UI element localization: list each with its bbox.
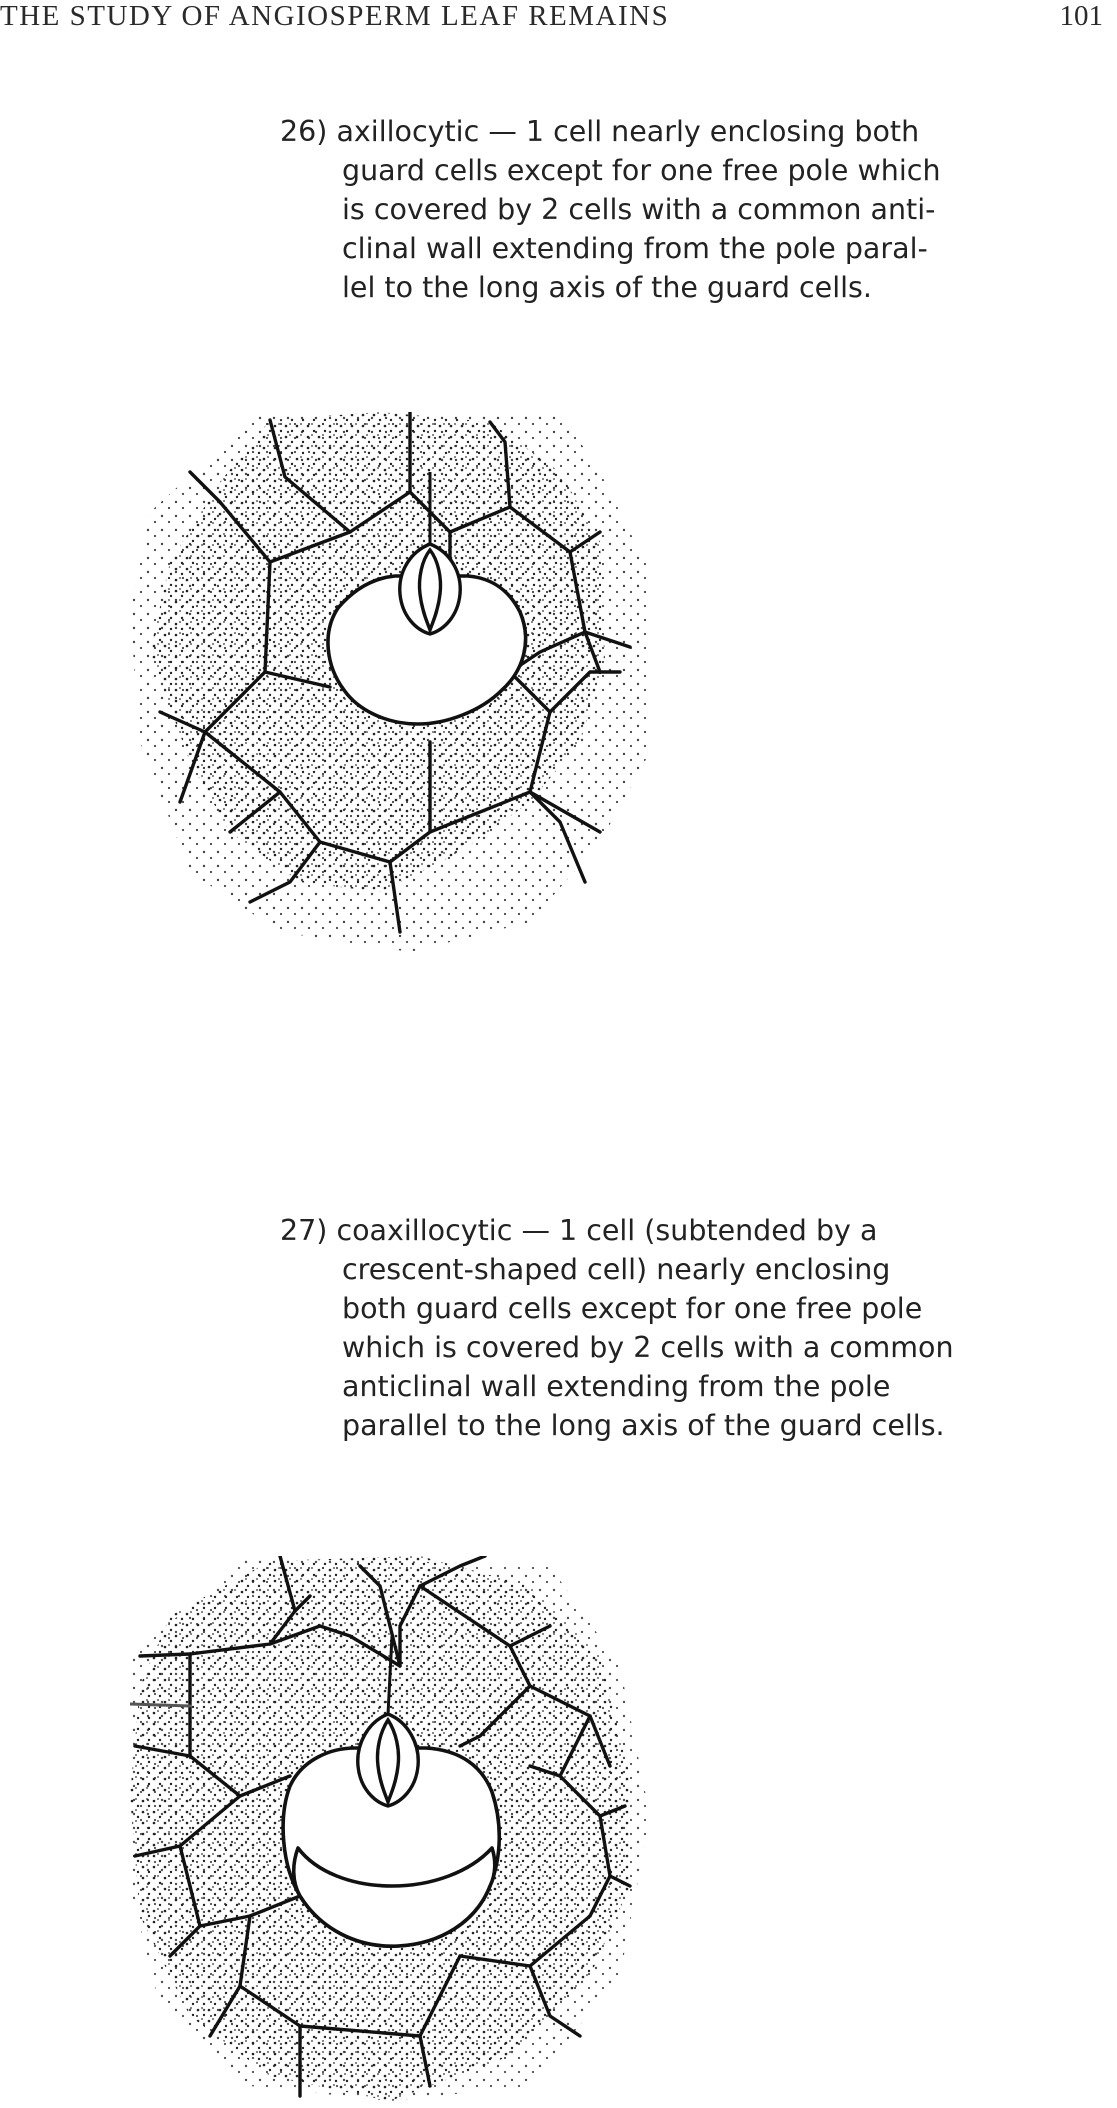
- entry-text-line: coaxillocytic — 1 cell (subtended by a: [336, 1214, 878, 1247]
- entry-text-line: guard cells except for one free pole which: [342, 154, 941, 187]
- entry-number: 27): [280, 1214, 328, 1247]
- entry-coaxillocytic: [280, 1211, 954, 1445]
- entry-text-line: axillocytic — 1 cell nearly enclosing both: [336, 115, 920, 148]
- entry-text-line: which is covered by 2 cells with a common: [342, 1331, 954, 1364]
- entry-text-line: parallel to the long axis of the guard cells.: [342, 1409, 945, 1442]
- entry-number: 26): [280, 115, 328, 148]
- entry-text-line: both guard cells except for one free pole: [342, 1292, 923, 1325]
- entry-axillocytic: [280, 112, 941, 307]
- entry-first-line: [280, 1211, 954, 1250]
- coaxillocytic-stomata-drawing-icon: [130, 1556, 690, 2101]
- entry-first-line: [280, 112, 941, 151]
- page-number: 101: [1059, 0, 1103, 32]
- entry-text-line: is covered by 2 cells with a common anti-: [342, 193, 936, 226]
- axillocytic-stomata-drawing-icon: [130, 412, 690, 952]
- entry-text-line: lel to the long axis of the guard cells.: [342, 271, 872, 304]
- entry-text-line: clinal wall extending from the pole paral-: [342, 232, 928, 265]
- entry-text-line: crescent-shaped cell) nearly enclosing: [342, 1253, 891, 1286]
- page-header: [0, 0, 1117, 40]
- running-head: THE STUDY OF ANGIOSPERM LEAF REMAINS: [0, 0, 670, 32]
- entry-text-line: anticlinal wall extending from the pole: [342, 1370, 891, 1403]
